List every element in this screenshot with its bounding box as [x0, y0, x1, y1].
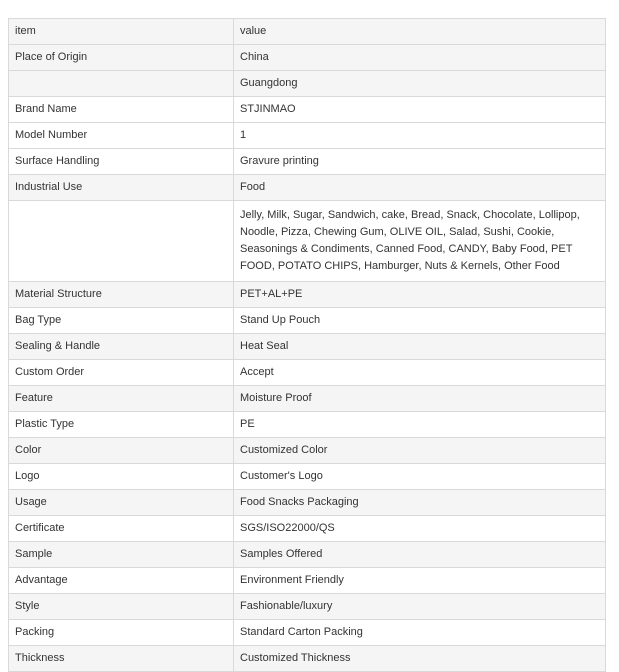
- table-row: [9, 490, 606, 516]
- row-key-cell: Bag Type: [9, 308, 234, 334]
- table-row: [9, 646, 606, 672]
- table-row: [9, 71, 606, 97]
- row-value-cell: Food: [234, 175, 606, 201]
- table-row: [9, 149, 606, 175]
- row-value-cell: Customer's Logo: [234, 464, 606, 490]
- table-row: [9, 464, 606, 490]
- row-key-cell: Plastic Type: [9, 412, 234, 438]
- row-value-cell: 1: [234, 123, 606, 149]
- table-row: [9, 334, 606, 360]
- row-value-cell: PE: [234, 412, 606, 438]
- table-row: [9, 516, 606, 542]
- table-row: [9, 568, 606, 594]
- row-value-cell: Guangdong: [234, 71, 606, 97]
- row-key-cell: Model Number: [9, 123, 234, 149]
- row-key-cell: Usage: [9, 490, 234, 516]
- table-row: [9, 620, 606, 646]
- row-key-cell: Thickness: [9, 646, 234, 672]
- table-row: [9, 201, 606, 282]
- row-value-cell: Stand Up Pouch: [234, 308, 606, 334]
- row-key-cell: Industrial Use: [9, 175, 234, 201]
- table-row: [9, 360, 606, 386]
- table-row: [9, 97, 606, 123]
- row-value-cell: STJINMAO: [234, 97, 606, 123]
- row-value-cell: Customized Thickness: [234, 646, 606, 672]
- row-value-cell: Jelly, Milk, Sugar, Sandwich, cake, Bread, Snack, Chocolate, Lollipop, Noodle, Pizza, Chewing Gum, OLIVE OIL, Salad, Sushi, Cookie, Seasonings & Condiments, Canned Food, CANDY, Baby Food, PET FOOD, POTATO CHIPS, Hamburger, Nuts & Kernels, Other Food: [234, 201, 606, 282]
- row-value-cell: Samples Offered: [234, 542, 606, 568]
- row-value-cell: Customized Color: [234, 438, 606, 464]
- table-row: [9, 308, 606, 334]
- row-key-cell: [9, 71, 234, 97]
- table-row: [9, 542, 606, 568]
- header-value-cell: value: [234, 19, 606, 45]
- row-key-cell: [9, 201, 234, 282]
- table-row: [9, 45, 606, 71]
- row-value-cell: Fashionable/luxury: [234, 594, 606, 620]
- row-key-cell: Style: [9, 594, 234, 620]
- row-value-cell: Gravure printing: [234, 149, 606, 175]
- table-row: [9, 412, 606, 438]
- row-key-cell: Brand Name: [9, 97, 234, 123]
- row-key-cell: Packing: [9, 620, 234, 646]
- row-key-cell: Sealing & Handle: [9, 334, 234, 360]
- row-value-cell: Environment Friendly: [234, 568, 606, 594]
- row-value-cell: Heat Seal: [234, 334, 606, 360]
- row-key-cell: Custom Order: [9, 360, 234, 386]
- table-row: [9, 438, 606, 464]
- table-header-row: [9, 19, 606, 45]
- table-row: [9, 123, 606, 149]
- header-key-cell: item: [9, 19, 234, 45]
- row-value-cell: Standard Carton Packing: [234, 620, 606, 646]
- row-value-cell: Food Snacks Packaging: [234, 490, 606, 516]
- row-value-cell: Moisture Proof: [234, 386, 606, 412]
- row-key-cell: Advantage: [9, 568, 234, 594]
- row-key-cell: Place of Origin: [9, 45, 234, 71]
- row-key-cell: Logo: [9, 464, 234, 490]
- table-row: [9, 282, 606, 308]
- table-row: [9, 594, 606, 620]
- row-value-cell: PET+AL+PE: [234, 282, 606, 308]
- table-row: [9, 386, 606, 412]
- row-key-cell: Sample: [9, 542, 234, 568]
- row-value-cell: SGS/ISO22000/QS: [234, 516, 606, 542]
- row-value-cell: China: [234, 45, 606, 71]
- table-row: [9, 175, 606, 201]
- row-key-cell: Surface Handling: [9, 149, 234, 175]
- row-key-cell: Feature: [9, 386, 234, 412]
- row-key-cell: Material Structure: [9, 282, 234, 308]
- product-spec-table: [8, 18, 606, 672]
- row-value-cell: Accept: [234, 360, 606, 386]
- row-key-cell: Certificate: [9, 516, 234, 542]
- row-key-cell: Color: [9, 438, 234, 464]
